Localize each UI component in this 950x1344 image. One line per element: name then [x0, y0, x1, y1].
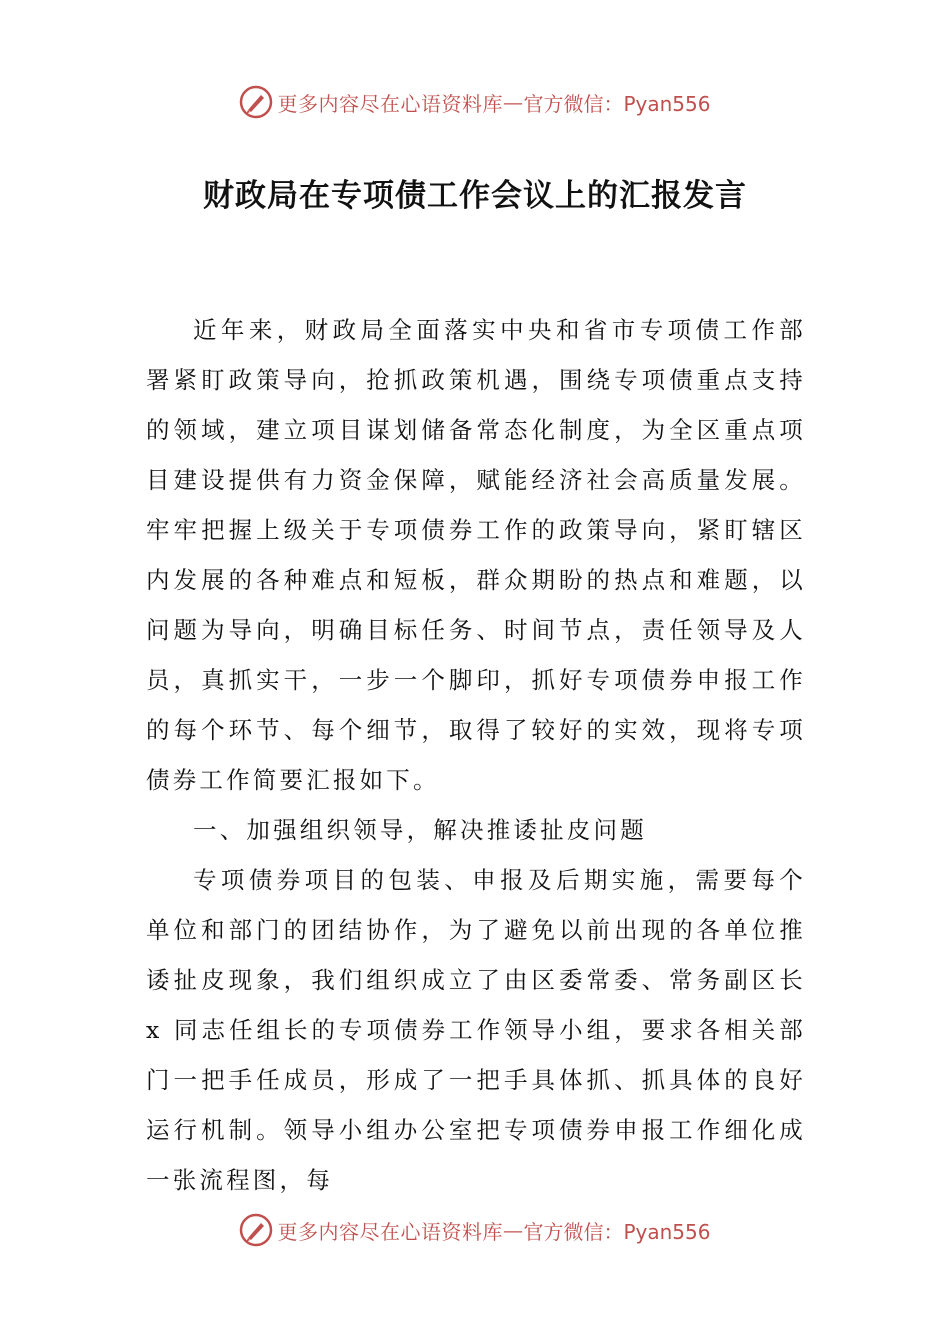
document-title: 财政局在专项债工作会议上的汇报发言 [203, 178, 747, 214]
paragraph-intro: 近年来，财政局全面落实中央和省市专项债工作部署紧盯政策导向，抢抓政策机遇，围绕专项债重点支持的领域，建立项目谋划储备常态化制度，为全区重点项目建设提供有力资金保障，赋能经济社会高质量发展。牢牢把握上级关于专项债券工作的政策导向，紧盯辖区内发展的各种难点和短板，群众期盼的热点和难题，以问题为导向，明确目标任务、时间节点，责任领导及人员，真抓实干，一步一个脚印，抓好专项债券申报工作的每个环节、每个细节，取得了较好的实效，现将专项债券工作简要汇报如下。 [146, 316, 806, 794]
watermark-wechat: 官方微信：Pyan556 [523, 1219, 711, 1244]
watermark-wechat: 官方微信：Pyan556 [523, 91, 711, 116]
watermark-separator: — [502, 1218, 524, 1242]
paragraph-section-one: 专项债券项目的包装、申报及后期实施，需要每个单位和部门的团结协作，为了避免以前出现的各单位推诿扯皮现象，我们组织成立了由区委常委、常务副区长 x 同志任组长的专项债券工作领导小组，要求各相关部门一把手任成员，形成了一把手具体抓、抓具体的良好运行机制。领导小组办公室把专项债券申报工作细化成一张流程图，每 [146, 866, 806, 1194]
document-body [146, 305, 806, 1205]
section-heading: 一、加强组织领导，解决推诿扯皮问题 [193, 816, 647, 844]
watermark-footer [0, 1210, 950, 1250]
pen-logo-icon [239, 85, 273, 119]
watermark-text: 更多内容尽在心语资料库 [277, 1219, 503, 1244]
watermark-header [0, 82, 950, 122]
watermark-text: 更多内容尽在心语资料库 [277, 91, 503, 116]
pen-logo-icon [239, 1213, 273, 1247]
watermark-separator: — [502, 90, 524, 114]
